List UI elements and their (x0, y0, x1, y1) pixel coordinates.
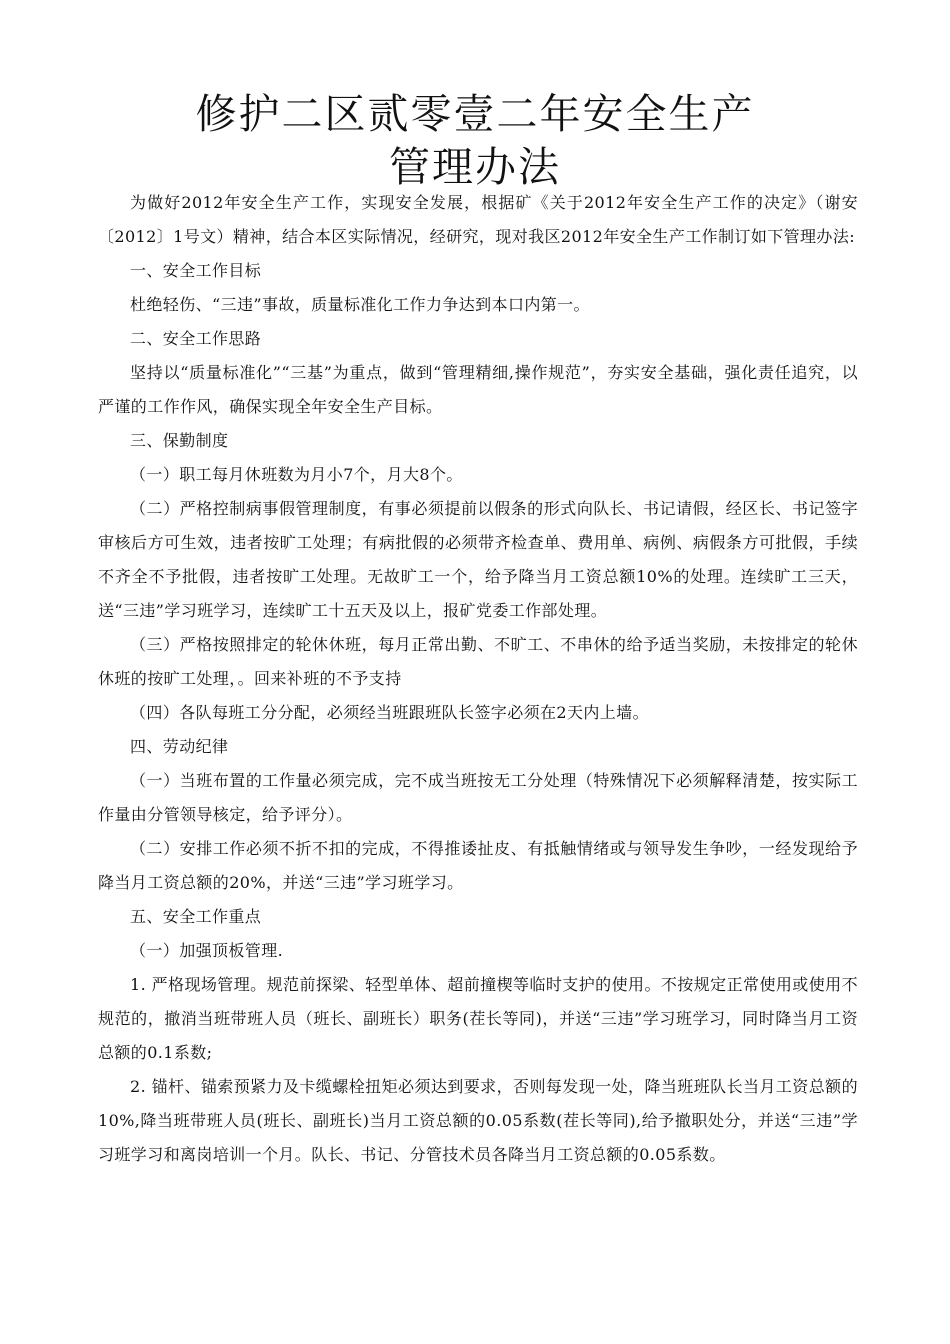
section-heading-discipline: 四、劳动纪律 (130, 737, 229, 756)
document-body (98, 186, 858, 1172)
attendance-item-2: （二）严格控制病事假管理制度，有事必须提前以假条的形式向队长、书记请假，经区长、书记签字审核后方可生效，违者按旷工处理；有病批假的必须带齐检查单、费用单、病例、病假条方可批假，手续不齐全不予批假，违者按旷工处理。无故旷工一个，给予降当月工资总额10%的处理。连续旷工三天，送“三违”学习班学习，连续旷工十五天及以上，报矿党委工作部处理。 (98, 499, 858, 620)
attendance-item-1: （一）职工每月休班数为月小7个，月大8个。 (130, 465, 463, 484)
section-heading-attendance: 三、保勤制度 (130, 431, 229, 450)
focus-subitem-2: 2. 锚杆、锚索预紧力及卡缆螺栓扭矩必须达到要求，否则每发现一处，降当班班队长当月工资总额的10%,降当班带班人员(班长、副班长)当月工资总额的0.05系数(茬长等同),给予撤职处分，并送“三违”学习班学习和离岗培训一个月。队长、书记、分管技术员各降当月工资总额的0.05系数。 (98, 1077, 858, 1164)
discipline-item-2: （二）安排工作必须不折不扣的完成，不得推诿扯皮、有抵触情绪或与领导发生争吵，一经发现给予降当月工资总额的20%，并送“三违”学习班学习。 (98, 839, 858, 892)
goal-paragraph: 杜绝轻伤、“三违”事故，质量标准化工作力争达到本口内第一。 (130, 295, 590, 314)
document-title-line1: 修护二区贰零壹二年安全生产 (195, 90, 755, 138)
intro-paragraph: 为做好2012年安全生产工作，实现安全发展，根据矿《关于2012年安全生产工作的决定》（谢安〔2012〕1号文）精神，结合本区实际情况，经研究，现对我区2012年安全生产工作制订如下管理办法: (98, 193, 858, 246)
document-title-line2: 管理办法 (389, 143, 561, 191)
focus-item-1: （一）加强顶板管理. (130, 941, 284, 960)
section-heading-goal: 一、安全工作目标 (130, 261, 262, 280)
attendance-item-4: （四）各队每班工分分配，必须经当班跟班队长签字必须在2天内上墙。 (130, 703, 649, 722)
section-heading-focus: 五、安全工作重点 (130, 907, 262, 926)
section-heading-approach: 二、安全工作思路 (130, 329, 262, 348)
focus-subitem-1: 1. 严格现场管理。规范前探梁、轻型单体、超前撞楔等临时支护的使用。不按规定正常使用或使用不规范的，撤消当班带班人员（班长、副班长）职务(茬长等同)，并送“三违”学习班学习，同时降当月工资总额的0.1系数; (98, 975, 858, 1062)
approach-paragraph: 坚持以“质量标准化”“三基”为重点，做到“管理精细,操作规范”，夯实安全基础，强化责任追究，以严谨的工作作风，确保实现全年安全生产目标。 (98, 363, 858, 416)
discipline-item-1: （一）当班布置的工作量必须完成，完不成当班按无工分处理（特殊情况下必须解释清楚，按实际工作量由分管领导核定，给予评分）。 (98, 771, 858, 824)
attendance-item-3: （三）严格按照排定的轮休休班，每月正常出勤、不旷工、不串休的给予适当奖励，未按排定的轮休休班的按旷工处理，。回来补班的不予支持 (98, 635, 858, 688)
